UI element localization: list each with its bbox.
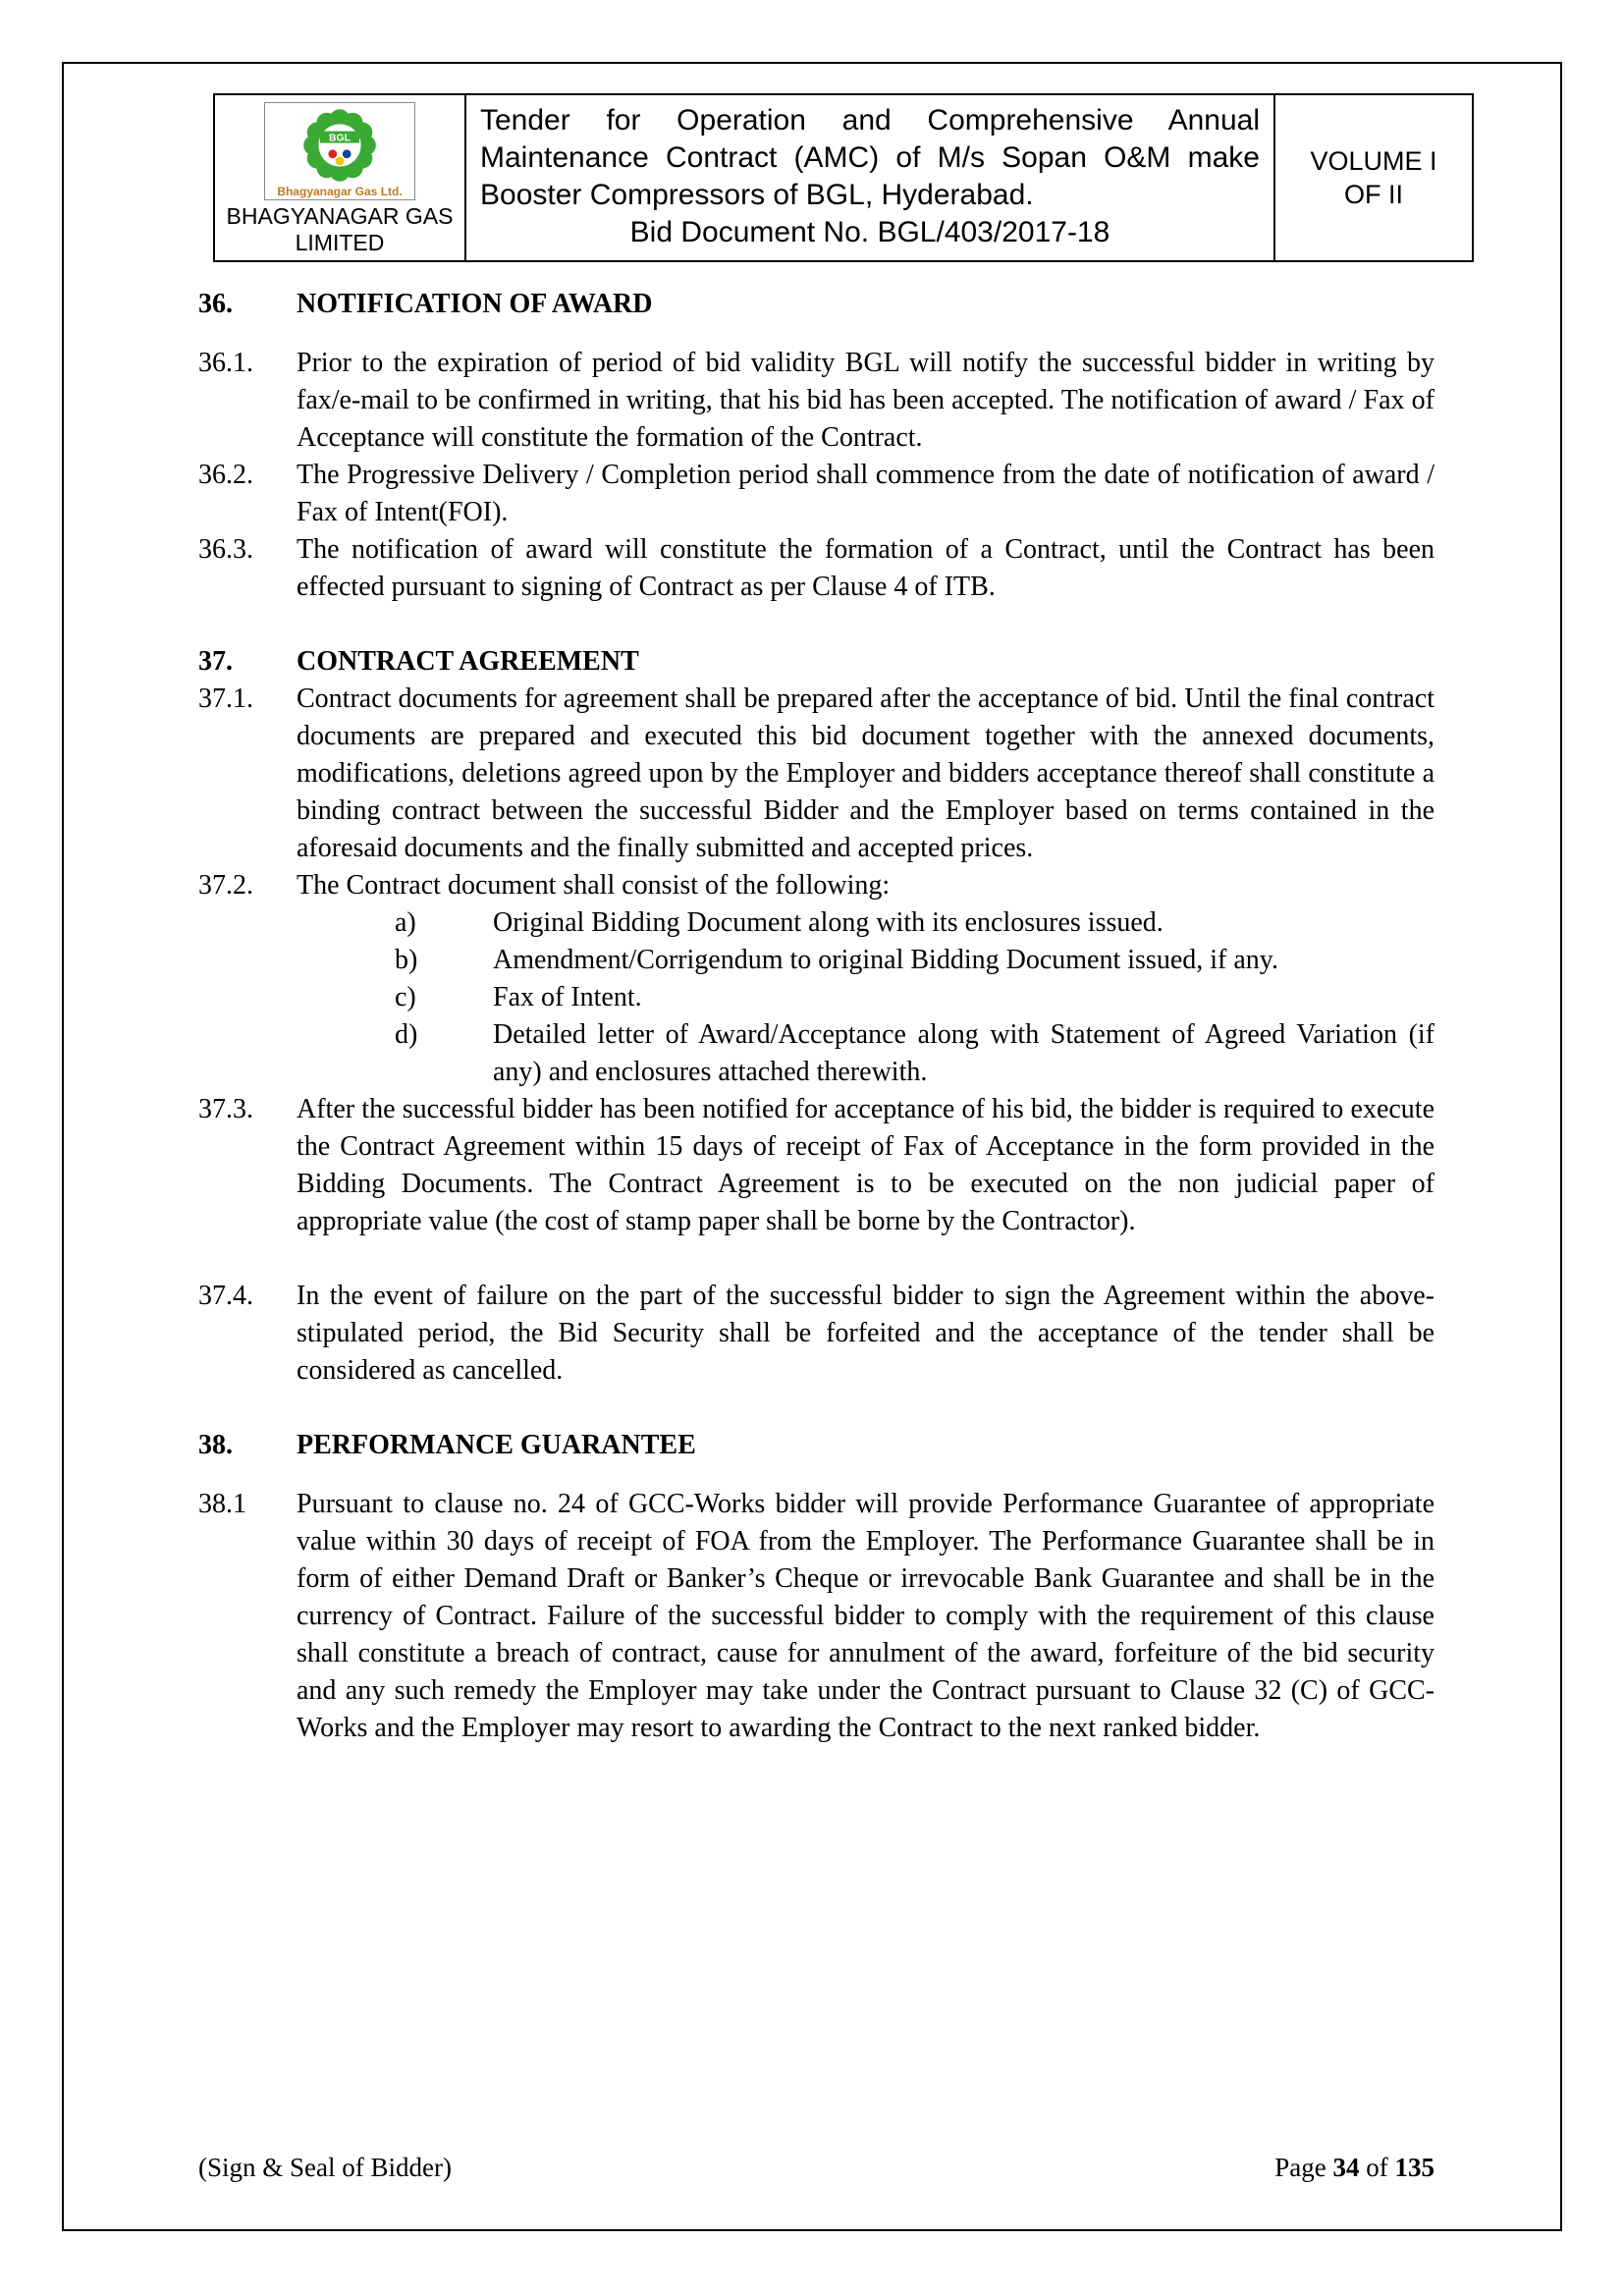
section-38-heading bbox=[198, 1427, 1435, 1464]
document-body bbox=[198, 262, 1435, 1747]
subitem-label: a) bbox=[395, 907, 416, 939]
volume-line1: VOLUME I bbox=[1310, 146, 1437, 177]
clause-number: 36.3. bbox=[198, 534, 253, 566]
page-footer bbox=[198, 2151, 1435, 2184]
clause-text: Pursuant to clause no. 24 of GCC-Works bidder will provide Performance Guarantee of appropriate value within 30 days of receipt of FOA from the Employer. The Performance Guarantee shall be in form of either Demand Draft or Banker’s Cheque or irrevocable Bank Guarantee and shall be in the currency of Contract. Failure of the successful bidder to comply with the requirement of this clause shall constitute a breach of contract, cause for annulment of the award, forfeiture of the bid security and any such remedy the Employer may take under the Contract pursuant to Clause 32 (C) of GCC-Works and the Employer may resort to awarding the Contract to the next ranked bidder. bbox=[297, 1489, 1435, 1744]
section-number: 38. bbox=[198, 1430, 233, 1461]
subitem-text: Original Bidding Document along with its enclosures issued. bbox=[493, 907, 1164, 939]
clause-37-4 bbox=[198, 1278, 1435, 1390]
subitem-text: Amendment/Corrigendum to original Bidding Document issued, if any. bbox=[493, 945, 1278, 976]
logo-bgl-text: BGL bbox=[329, 133, 351, 144]
header-table bbox=[213, 93, 1474, 262]
clause-number: 37.3. bbox=[198, 1094, 253, 1125]
clause-36-1 bbox=[198, 345, 1435, 457]
clause-number: 37.1. bbox=[198, 683, 253, 715]
clause-36-2 bbox=[198, 457, 1435, 531]
page-border bbox=[62, 62, 1562, 2231]
clause-number: 38.1 bbox=[198, 1489, 246, 1520]
bid-document-number: Bid Document No. BGL/403/2017-18 bbox=[629, 216, 1110, 248]
clause-37-3 bbox=[198, 1091, 1435, 1240]
clause-text: Prior to the expiration of period of bid validity BGL will notify the successful bidder in writing by fax/e-mail to be confirmed in writing, that his bid has been accepted. The notification of award / Fax of Acceptance will constitute the formation of the Contract. bbox=[297, 348, 1435, 454]
logo-cell bbox=[215, 95, 466, 260]
tender-title: Tender for Operation and Comprehensive Annual Maintenance Contract (AMC) of M/s Sopan O&M make Booster Compressors of BGL, Hyderabad. bbox=[480, 104, 1260, 211]
clause-text: Contract documents for agreement shall be prepared after the acceptance of bid. Until the final contract documents are prepared and executed this bid document together with the annexed documents, modifications, deletions agreed upon by the Employer and bidders acceptance thereof shall constitute a binding contract between the successful Bidder and the Employer based on terms contained in the aforesaid documents and the finally submitted and accepted prices. bbox=[297, 683, 1435, 864]
section-37-heading bbox=[198, 643, 1435, 681]
section-number: 37. bbox=[198, 646, 233, 678]
subitem-text: Fax of Intent. bbox=[493, 982, 642, 1013]
org-name bbox=[227, 203, 454, 256]
logo-caption: Bhagyanagar Gas Ltd. bbox=[277, 185, 403, 198]
subitem-c bbox=[395, 979, 1435, 1016]
clause-37-1 bbox=[198, 681, 1435, 867]
clause-text: The Contract document shall consist of the following: bbox=[297, 870, 891, 902]
clause-38-1 bbox=[198, 1486, 1435, 1747]
clause-number: 37.2. bbox=[198, 870, 253, 902]
page-word: Page bbox=[1274, 2153, 1326, 2182]
volume-line2: OF II bbox=[1344, 180, 1403, 210]
bgl-logo-icon bbox=[297, 106, 383, 185]
clause-37-2 bbox=[198, 867, 1435, 904]
page-number: 34 bbox=[1332, 2153, 1360, 2182]
section-36-heading bbox=[198, 286, 1435, 323]
clause-number: 36.2. bbox=[198, 460, 253, 491]
section-number: 36. bbox=[198, 289, 233, 320]
volume-cell bbox=[1275, 95, 1472, 260]
clause-text: The Progressive Delivery / Completion period shall commence from the date of notification of award / Fax of Intent(FOI). bbox=[297, 460, 1435, 528]
subitem-label: c) bbox=[395, 982, 416, 1013]
sign-seal-note: (Sign & Seal of Bidder) bbox=[198, 2153, 452, 2182]
section-title: CONTRACT AGREEMENT bbox=[297, 646, 639, 678]
subitem-a bbox=[395, 904, 1435, 942]
clause-text: After the successful bidder has been notified for acceptance of his bid, the bidder is required to execute the Contract Agreement within 15 days of receipt of Fax of Acceptance in the form provided in the Bidding Documents. The Contract Agreement is to be executed on the non judicial paper of appropriate value (the cost of stamp paper shall be borne by the Contractor). bbox=[297, 1094, 1435, 1237]
of-word: of bbox=[1366, 2153, 1388, 2182]
subitem-d bbox=[395, 1016, 1435, 1091]
logo-box bbox=[264, 102, 414, 200]
subitem-b bbox=[395, 942, 1435, 979]
subitem-label: d) bbox=[395, 1019, 418, 1051]
section-title: NOTIFICATION OF AWARD bbox=[297, 289, 653, 320]
org-name-line2: LIMITED bbox=[295, 230, 385, 256]
clause-number: 36.1. bbox=[198, 348, 253, 379]
clause-text: In the event of failure on the part of the successful bidder to sign the Agreement within the above-stipulated period, the Bid Security shall be forfeited and the acceptance of the tender shall be considered as cancelled. bbox=[297, 1281, 1435, 1387]
clause-text: The notification of award will constitute the formation of a Contract, until the Contract has been effected pursuant to signing of Contract as per Clause 4 of ITB. bbox=[297, 534, 1435, 603]
subitem-label: b) bbox=[395, 945, 418, 976]
section-title: PERFORMANCE GUARANTEE bbox=[297, 1430, 696, 1461]
page-indicator bbox=[1274, 2151, 1435, 2184]
title-cell bbox=[466, 95, 1275, 260]
clause-number: 37.4. bbox=[198, 1281, 253, 1312]
subitem-text: Detailed letter of Award/Acceptance along with Statement of Agreed Variation (if any) and enclosures attached therewith. bbox=[493, 1019, 1435, 1088]
org-name-line1: BHAGYANAGAR GAS bbox=[226, 203, 454, 229]
clause-36-3 bbox=[198, 531, 1435, 606]
page-total: 135 bbox=[1394, 2153, 1435, 2182]
